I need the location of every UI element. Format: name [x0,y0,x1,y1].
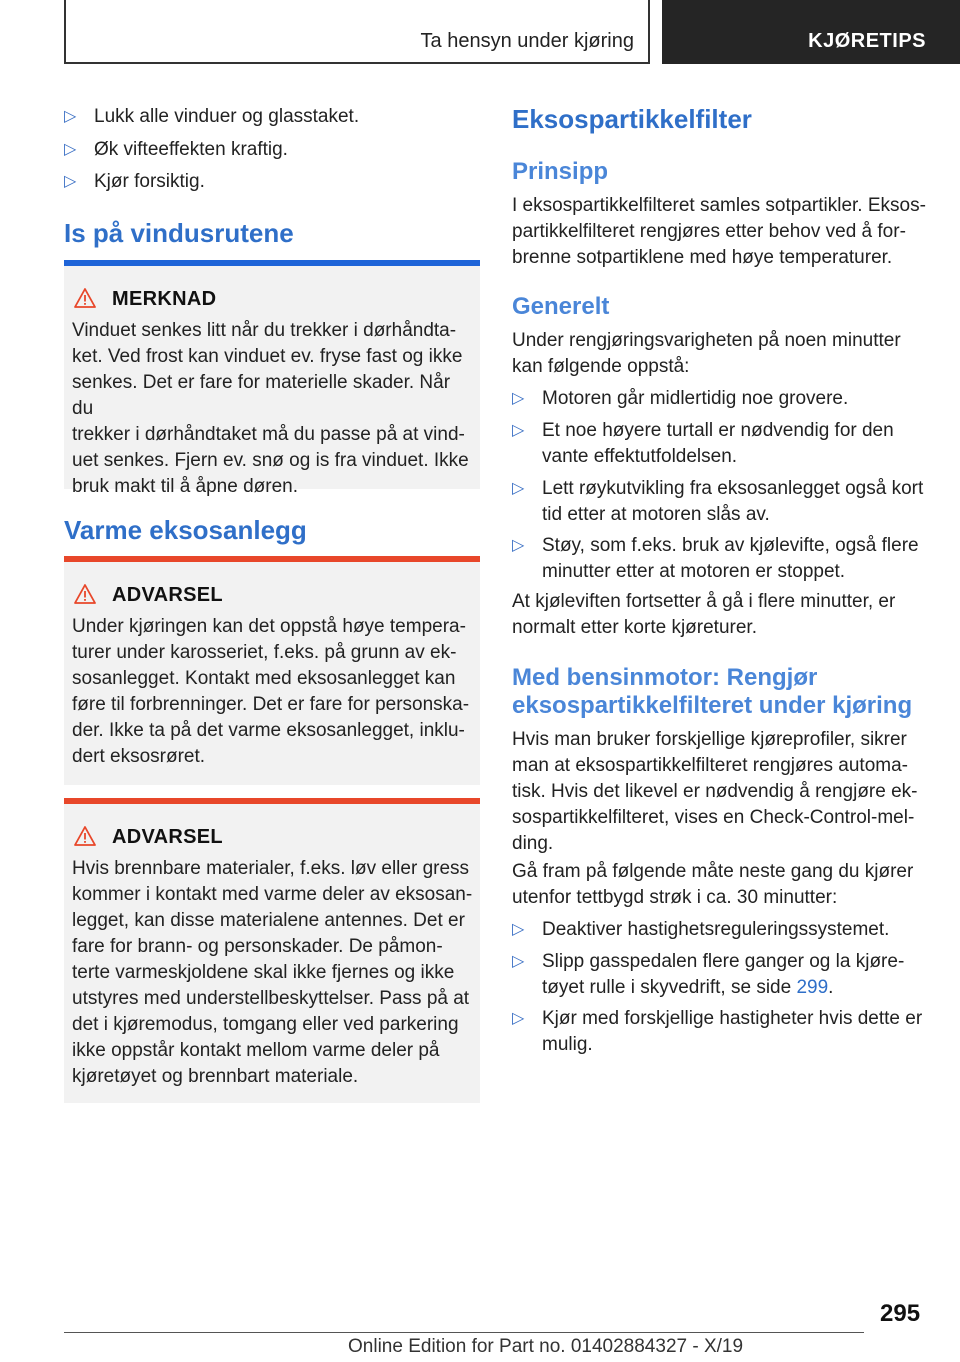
triangle-right-icon: ▷ [64,108,77,125]
page-reference-link[interactable]: 299 [796,977,829,998]
list-item-text: Lukk alle vinduer og glasstaket. [94,106,360,127]
text-line: utenfor tettbygd strøk i ca. 30 minutter: [512,887,838,908]
fan-text [512,589,895,641]
list-item [512,1006,922,1058]
notice-line: turer under karosseriet, f.eks. på grunn av ek- [72,642,457,663]
text-line: sospartikkelfilteret, vises en Check-Control-mel- [512,807,915,828]
notice-line: der. Ikke ta på det varme eksosanlegget, inklu- [72,720,465,741]
list-item-text: vante effektutfoldelsen. [542,446,738,467]
text-line: ding. [512,833,554,854]
notice-bar [64,260,480,266]
notice-line: senkes. Det er fare for materielle skader. Når du [72,372,451,419]
notice-line: det i kjøremodus, tomgang eller ved parkering [72,1014,459,1035]
notice-line: trekker i dørhåndtaket må du passe på at vind- [72,424,465,445]
text-line: Gå fram på følgende måte neste gang du kjører [512,861,914,882]
warning-triangle-icon [74,826,96,846]
list-item-text: minutter etter at motoren er stoppet. [542,561,846,582]
text-line: I eksospartikkelfilteret samles sotpartikler. Eksos- [512,195,926,216]
notice-line: føre til forbrenninger. Det er fare for personska- [72,694,470,715]
text-line: partikkelfilteret rengjøres etter behov ved å for- [512,221,906,242]
notice-line: legget, kan disse materialene antennes. Det er [72,910,465,931]
list-item-text: Kjør med forskjellige hastigheter hvis dette er [542,1008,923,1029]
notice-title: ADVARSEL [112,584,223,606]
text-line: Hvis man bruker forskjellige kjøreprofiler, sikrer [512,729,907,750]
text-line: brenne sotpartiklene med høye temperaturer. [512,247,893,268]
text-line: kan følgende oppstå: [512,356,690,377]
text-line: Under rengjøringsvarigheten på noen minutter [512,330,901,351]
notice-body [72,856,476,1090]
notice-line: terte varmeskjoldene skal ikke fjernes og ikke [72,962,455,983]
general-text [512,328,901,380]
list-item-text: mulig. [542,1034,593,1055]
notice-line: ket. Ved frost kan vinduet ev. fryse fast og ikke [72,346,463,367]
triangle-right-icon: ▷ [512,422,525,439]
notice-bar [64,798,480,804]
list-item [64,104,359,130]
footer-divider [64,1332,864,1333]
heading-line: eksospartikkelfilteret under kjøring [512,692,913,719]
page-number: 295 [880,1300,921,1327]
section-heading-ice: Is på vindusrutene [64,218,294,248]
footer-edition: Online Edition for Part no. 01402884327 - X/19 [348,1336,744,1357]
notice-line: sosanlegget. Kontakt med eksosanlegget kan [72,668,456,689]
notice-title: ADVARSEL [112,826,223,848]
list-item [512,917,889,943]
triangle-right-icon: ▷ [512,390,525,407]
notice-line: Under kjøringen kan det oppstå høye tempera- [72,616,466,637]
page-heading: Eksospartikkelfilter [512,104,752,134]
list-item [512,949,904,1001]
header-section-box [662,0,960,64]
subheading-petrol [512,664,912,720]
triangle-right-icon: ▷ [64,173,77,190]
triangle-right-icon: ▷ [512,1010,525,1027]
triangle-right-icon: ▷ [512,921,525,938]
notice-line: ikke oppstår kontakt mellom varme deler på [72,1040,440,1061]
list-item [512,386,848,412]
section-heading-exhaust: Varme eksosanlegg [64,515,307,545]
petrol-text [512,727,918,857]
text-line: tisk. Hvis det likevel er nødvendig å rengjøre ek- [512,781,918,802]
notice-body [72,614,476,770]
triangle-right-icon: ▷ [512,953,525,970]
procedure-text [512,859,913,911]
notice-title: MERKNAD [112,288,217,310]
list-item [64,137,288,163]
list-item-text [542,975,904,1001]
notice-box-advarsel-1 [64,556,480,785]
notice-line: dert eksosrøret. [72,746,206,767]
list-item-text: Øk vifteeffekten kraftig. [94,139,288,160]
notice-line: utstyres med understellbeskyttelser. Pass på at [72,988,470,1009]
notice-line: bruk makt til å åpne døren. [72,476,298,497]
list-item [512,476,923,528]
notice-box-merknad [64,260,480,497]
triangle-right-icon: ▷ [512,480,525,497]
list-item-text: Et noe høyere turtall er nødvendig for den [542,420,894,441]
triangle-right-icon: ▷ [512,537,525,554]
notice-box-advarsel-2 [64,798,480,1103]
list-item-text: Kjør forsiktig. [94,171,205,192]
notice-line: Vinduet senkes litt når du trekker i dørhåndta- [72,320,457,341]
notice-line: uet senkes. Fjern ev. snø og is fra vinduet. Ikke [72,450,469,471]
warning-triangle-icon [74,584,96,604]
list-item-text: Støy, som f.eks. bruk av kjølevifte, også flere [542,535,919,556]
list-item-text: Motoren går midlertidig noe grovere. [542,388,849,409]
list-item [512,418,894,470]
list-item-text: Slipp gasspedalen flere ganger og la kjøre- [542,951,905,972]
text-line: normalt etter korte kjøreturer. [512,617,757,638]
notice-line: Hvis brennbare materialer, f.eks. løv eller gress [72,858,470,879]
notice-line: fare for brann- og personskader. De påmon- [72,936,443,957]
list-item [512,533,919,585]
notice-line: kjøretøyet og brennbart materiale. [72,1066,359,1087]
list-item-text-segment: . [828,977,834,998]
text-line: At kjøleviften fortsetter å gå i flere minutter, er [512,591,896,612]
text-line: man at eksospartikkelfilteret rengjøres automa- [512,755,908,776]
subheading-general: Generelt [512,293,610,320]
header-section: KJØRETIPS [808,30,926,52]
list-item-text: Deaktiver hastighetsreguleringssystemet. [542,919,890,940]
list-item [64,169,205,195]
list-item-text-segment: tøyet rulle i skyvedrift, se side [542,977,797,998]
subheading-principle: Prinsipp [512,158,609,185]
list-item-text: tid etter at motoren slås av. [542,504,770,525]
header-title-box [64,0,650,64]
header-title: Ta hensyn under kjøring [420,30,634,52]
warning-triangle-icon [74,288,96,308]
notice-body [72,318,476,500]
principle-text [512,193,926,271]
heading-line: Med bensinmotor: Rengjør [512,664,818,691]
notice-line: kommer i kontakt med varme deler av eksosan- [72,884,473,905]
list-item-text: Lett røykutvikling fra eksosanlegget også kort [542,478,924,499]
notice-bar [64,556,480,562]
triangle-right-icon: ▷ [64,141,77,158]
